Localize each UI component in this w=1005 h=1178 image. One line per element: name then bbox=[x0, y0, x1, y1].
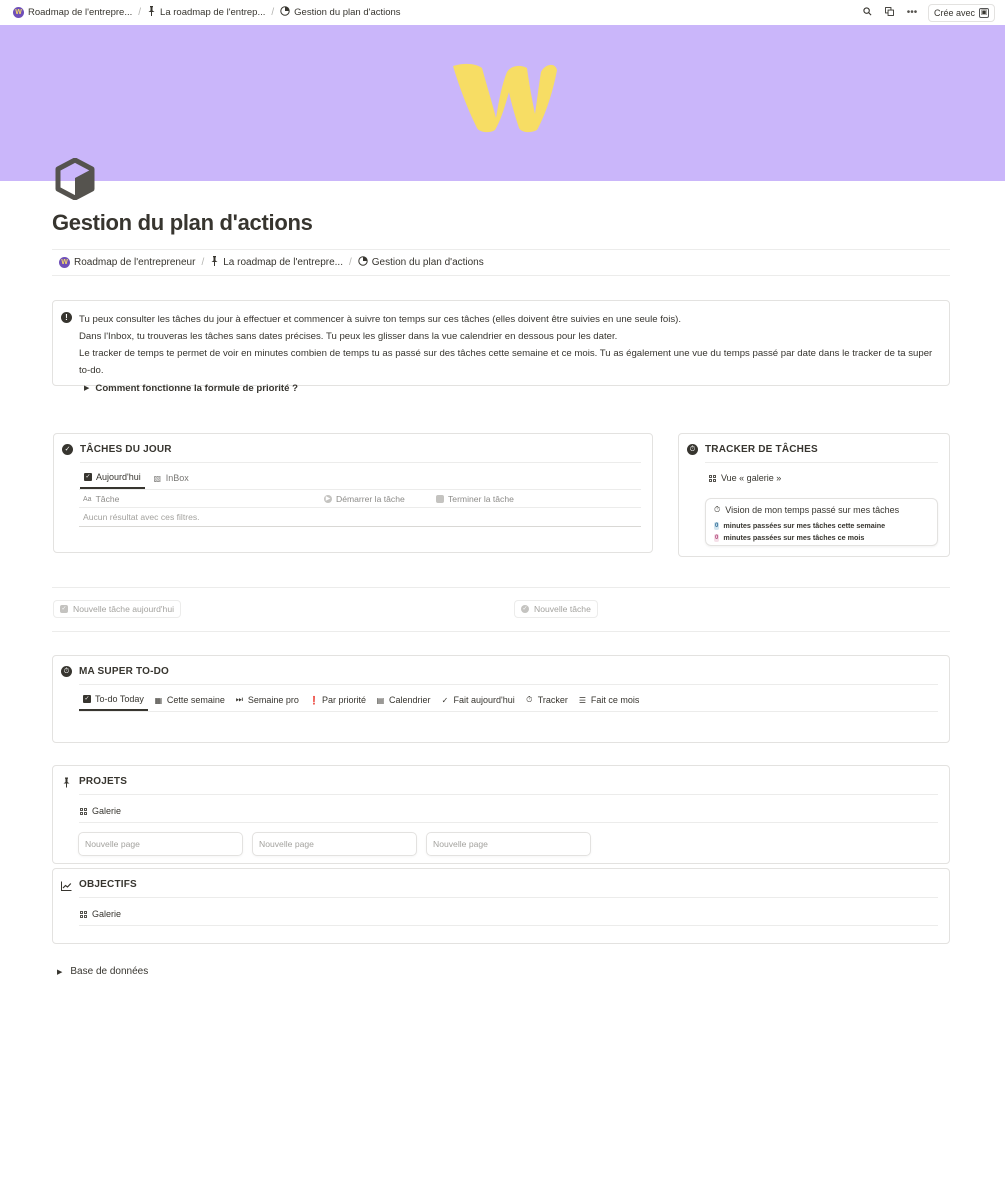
divider bbox=[79, 711, 938, 712]
toggle-label: Comment fonctionne la formule de priorité ? bbox=[95, 383, 298, 394]
template-creator-icon: ▣ bbox=[980, 8, 988, 16]
crumb-label: Gestion du plan d'actions bbox=[371, 257, 484, 268]
priority-formula-toggle[interactable] bbox=[79, 380, 939, 397]
column-tache[interactable] bbox=[83, 494, 119, 504]
table-bottom-border bbox=[79, 526, 641, 527]
stop-button-icon bbox=[436, 495, 444, 503]
page-title: Gestion du plan d'actions bbox=[52, 210, 313, 235]
callout-line: Tu peux consulter les tâches du jour à effectuer et commencer à suivre ton temps sur ces tâches (elles doivent être suivies en une seule fois). bbox=[79, 314, 682, 325]
new-page-card[interactable]: Nouvelle page bbox=[78, 832, 243, 856]
divider bbox=[705, 462, 938, 463]
tab-aujourdhui[interactable] bbox=[80, 468, 145, 489]
pushpin-icon bbox=[210, 256, 219, 269]
column-label: Tâche bbox=[95, 494, 120, 504]
column-label: Démarrer la tâche bbox=[336, 494, 405, 504]
tab-label: Fait aujourd'hui bbox=[453, 695, 515, 705]
workspace-logo-icon: W bbox=[59, 257, 70, 268]
panel-title: OBJECTIFS bbox=[79, 879, 137, 890]
taches-du-jour-panel bbox=[53, 433, 653, 553]
toggle-label: Base de données bbox=[70, 966, 149, 977]
duplicate-icon[interactable] bbox=[884, 7, 896, 19]
top-crumb-gestion[interactable] bbox=[277, 4, 403, 21]
top-crumb-la-roadmap[interactable] bbox=[144, 4, 268, 21]
database-toggle[interactable] bbox=[57, 966, 148, 977]
fast-forward-icon: ⏭ bbox=[235, 695, 243, 704]
checklist-icon: ☰ bbox=[578, 695, 586, 705]
tab-galerie[interactable] bbox=[80, 909, 121, 919]
cree-avec-label: Crée avec bbox=[933, 7, 975, 18]
month-minutes-value: 0 bbox=[715, 534, 719, 541]
column-demarrer[interactable] bbox=[324, 494, 405, 504]
crumb-separator: / bbox=[271, 7, 275, 18]
cree-avec-button[interactable] bbox=[928, 4, 995, 22]
tab-par-priorite[interactable] bbox=[305, 691, 370, 710]
button-label: Nouvelle tâche bbox=[534, 604, 591, 614]
brand-logo-icon bbox=[449, 62, 559, 134]
workspace-logo-icon: W bbox=[13, 7, 24, 18]
tab-inbox[interactable] bbox=[149, 469, 193, 488]
divider bbox=[79, 897, 938, 898]
tab-label: Galerie bbox=[92, 909, 122, 919]
tab-todo-today[interactable] bbox=[79, 690, 148, 711]
inbox-box-icon: ▧ bbox=[153, 473, 162, 483]
gallery-grid-icon bbox=[709, 475, 716, 482]
panel-title: TRACKER DE TÂCHES bbox=[705, 444, 818, 455]
crumb-label: Roadmap de l'entrepreneur bbox=[74, 257, 196, 268]
top-crumb-label: La roadmap de l'entrep... bbox=[160, 7, 266, 18]
tab-fait-ce-mois[interactable] bbox=[574, 691, 644, 710]
tab-semaine-pro[interactable] bbox=[231, 691, 303, 710]
divider bbox=[79, 822, 938, 823]
super-todo-panel bbox=[52, 655, 950, 743]
check-circle-icon: ✓ bbox=[522, 606, 528, 612]
divider bbox=[80, 462, 641, 463]
card-title-text: Vision de mon temps passé sur mes tâches bbox=[725, 505, 900, 515]
tab-label: To-do Today bbox=[95, 694, 144, 704]
tab-label: Cette semaine bbox=[166, 695, 225, 705]
crumb-separator: / bbox=[348, 257, 352, 268]
tab-label: Tracker bbox=[537, 695, 568, 705]
checkbox-icon: ✓ bbox=[84, 696, 90, 702]
tab-label: Fait ce mois bbox=[590, 695, 640, 705]
stopwatch-icon: ⏱ bbox=[526, 695, 533, 704]
divider bbox=[79, 684, 938, 685]
calendar-icon: ▦ bbox=[154, 695, 163, 705]
tab-label: Aujourd'hui bbox=[96, 472, 141, 482]
top-bar bbox=[0, 0, 1005, 25]
top-crumb-label: Gestion du plan d'actions bbox=[294, 7, 401, 18]
toggle-triangle-icon: ▶ bbox=[84, 385, 90, 392]
top-breadcrumb bbox=[10, 4, 404, 21]
tab-label: Semaine pro bbox=[247, 695, 299, 705]
stopwatch-icon: ⏱ bbox=[61, 666, 72, 677]
new-task-button[interactable] bbox=[514, 600, 598, 618]
panel-title: TÂCHES DU JOUR bbox=[80, 444, 172, 455]
play-button-icon: ▶ bbox=[325, 496, 331, 502]
top-crumb-label: Roadmap de l'entrepre... bbox=[28, 7, 133, 18]
view-tabs bbox=[79, 690, 643, 711]
column-terminer[interactable] bbox=[436, 494, 514, 504]
tab-label: Par priorité bbox=[321, 695, 366, 705]
callout-line: Le tracker de temps te permet de voir en minutes combien de temps tu as passé sur des tâches cette semaine et ce mois. Tu as également une vue du temps passé par date dans le tracker de ta super to-do. bbox=[79, 348, 933, 376]
objectifs-panel bbox=[52, 868, 950, 944]
week-minutes-label: minutes passées sur mes tâches cette semaine bbox=[723, 521, 886, 530]
new-today-task-button[interactable] bbox=[53, 600, 181, 618]
empty-state: Aucun résultat avec ces filtres. bbox=[83, 512, 200, 522]
text-type-icon: Aa bbox=[83, 495, 92, 503]
month-minutes-row bbox=[714, 533, 929, 542]
tab-fait-aujourdhui[interactable] bbox=[436, 691, 518, 710]
table-header bbox=[79, 489, 641, 508]
exclamation-icon: ❗ bbox=[308, 695, 319, 705]
divider bbox=[79, 794, 938, 795]
gallery-grid-icon bbox=[80, 911, 87, 918]
panel-title: PROJETS bbox=[79, 776, 128, 787]
column-label: Terminer la tâche bbox=[448, 494, 514, 504]
checkbox-icon: ✓ bbox=[61, 606, 67, 612]
tab-label: Galerie bbox=[92, 806, 122, 816]
tab-tracker[interactable] bbox=[521, 691, 572, 710]
crumb-la-roadmap[interactable] bbox=[207, 254, 346, 271]
tab-label: InBox bbox=[165, 473, 189, 483]
tracker-panel bbox=[678, 433, 950, 557]
week-minutes-value: 0 bbox=[715, 522, 719, 529]
divider bbox=[79, 925, 938, 926]
tab-label: Vue « galerie » bbox=[721, 473, 782, 483]
check-circle-icon: ✓ bbox=[62, 444, 73, 455]
panel-title: MA SUPER TO-DO bbox=[79, 666, 170, 677]
callout-line: Dans l'Inbox, tu trouveras les tâches sans dates précises. Tu peux les glisser dans la vue calendrier en dessous pour les dater. bbox=[79, 331, 618, 342]
month-minutes-label: minutes passées sur mes tâches ce mois bbox=[723, 533, 865, 542]
tab-galerie[interactable] bbox=[80, 806, 121, 816]
crumb-roadmap[interactable] bbox=[56, 255, 198, 270]
exclamation-icon: ! bbox=[61, 312, 72, 323]
new-page-card[interactable]: Nouvelle page bbox=[426, 832, 591, 856]
tab-label: Calendrier bbox=[388, 695, 431, 705]
divider bbox=[52, 631, 950, 632]
pushpin-icon bbox=[147, 6, 156, 19]
page-breadcrumb bbox=[52, 249, 950, 276]
info-callout bbox=[52, 300, 950, 394]
week-minutes-row bbox=[714, 521, 929, 530]
checkmark-icon: ✓ bbox=[441, 695, 449, 705]
pie-chart-icon bbox=[358, 256, 368, 269]
tracker-gallery-card[interactable] bbox=[705, 498, 938, 546]
checkbox-icon: ✓ bbox=[85, 474, 91, 480]
more-icon[interactable]: ••• bbox=[906, 7, 918, 18]
new-page-card[interactable]: Nouvelle page bbox=[252, 832, 417, 856]
cube-icon[interactable] bbox=[55, 158, 95, 200]
pushpin-icon bbox=[62, 776, 71, 791]
projets-panel bbox=[52, 765, 950, 864]
crumb-gestion[interactable] bbox=[355, 254, 487, 271]
card-title bbox=[714, 505, 929, 515]
trending-up-icon bbox=[61, 879, 72, 894]
tab-vue-galerie[interactable] bbox=[709, 473, 781, 483]
tab-calendrier[interactable] bbox=[372, 691, 435, 710]
divider bbox=[52, 587, 950, 588]
toggle-triangle-icon: ▶ bbox=[57, 968, 63, 976]
calendar-icon: ▤ bbox=[376, 695, 385, 705]
view-tabs bbox=[80, 468, 193, 489]
pie-chart-icon bbox=[280, 6, 290, 19]
crumb-separator: / bbox=[201, 257, 205, 268]
stopwatch-icon: ⏱ bbox=[687, 444, 698, 455]
crumb-separator: / bbox=[138, 7, 142, 18]
crumb-label: La roadmap de l'entrepre... bbox=[223, 257, 343, 268]
page-cover[interactable] bbox=[0, 25, 1005, 181]
top-crumb-roadmap[interactable] bbox=[10, 5, 135, 20]
stopwatch-icon: ⏱ bbox=[714, 505, 721, 514]
search-icon[interactable] bbox=[862, 7, 874, 19]
tab-cette-semaine[interactable] bbox=[150, 691, 229, 710]
button-label: Nouvelle tâche aujourd'hui bbox=[73, 604, 175, 614]
gallery-grid-icon bbox=[80, 808, 87, 815]
top-actions bbox=[862, 4, 995, 22]
